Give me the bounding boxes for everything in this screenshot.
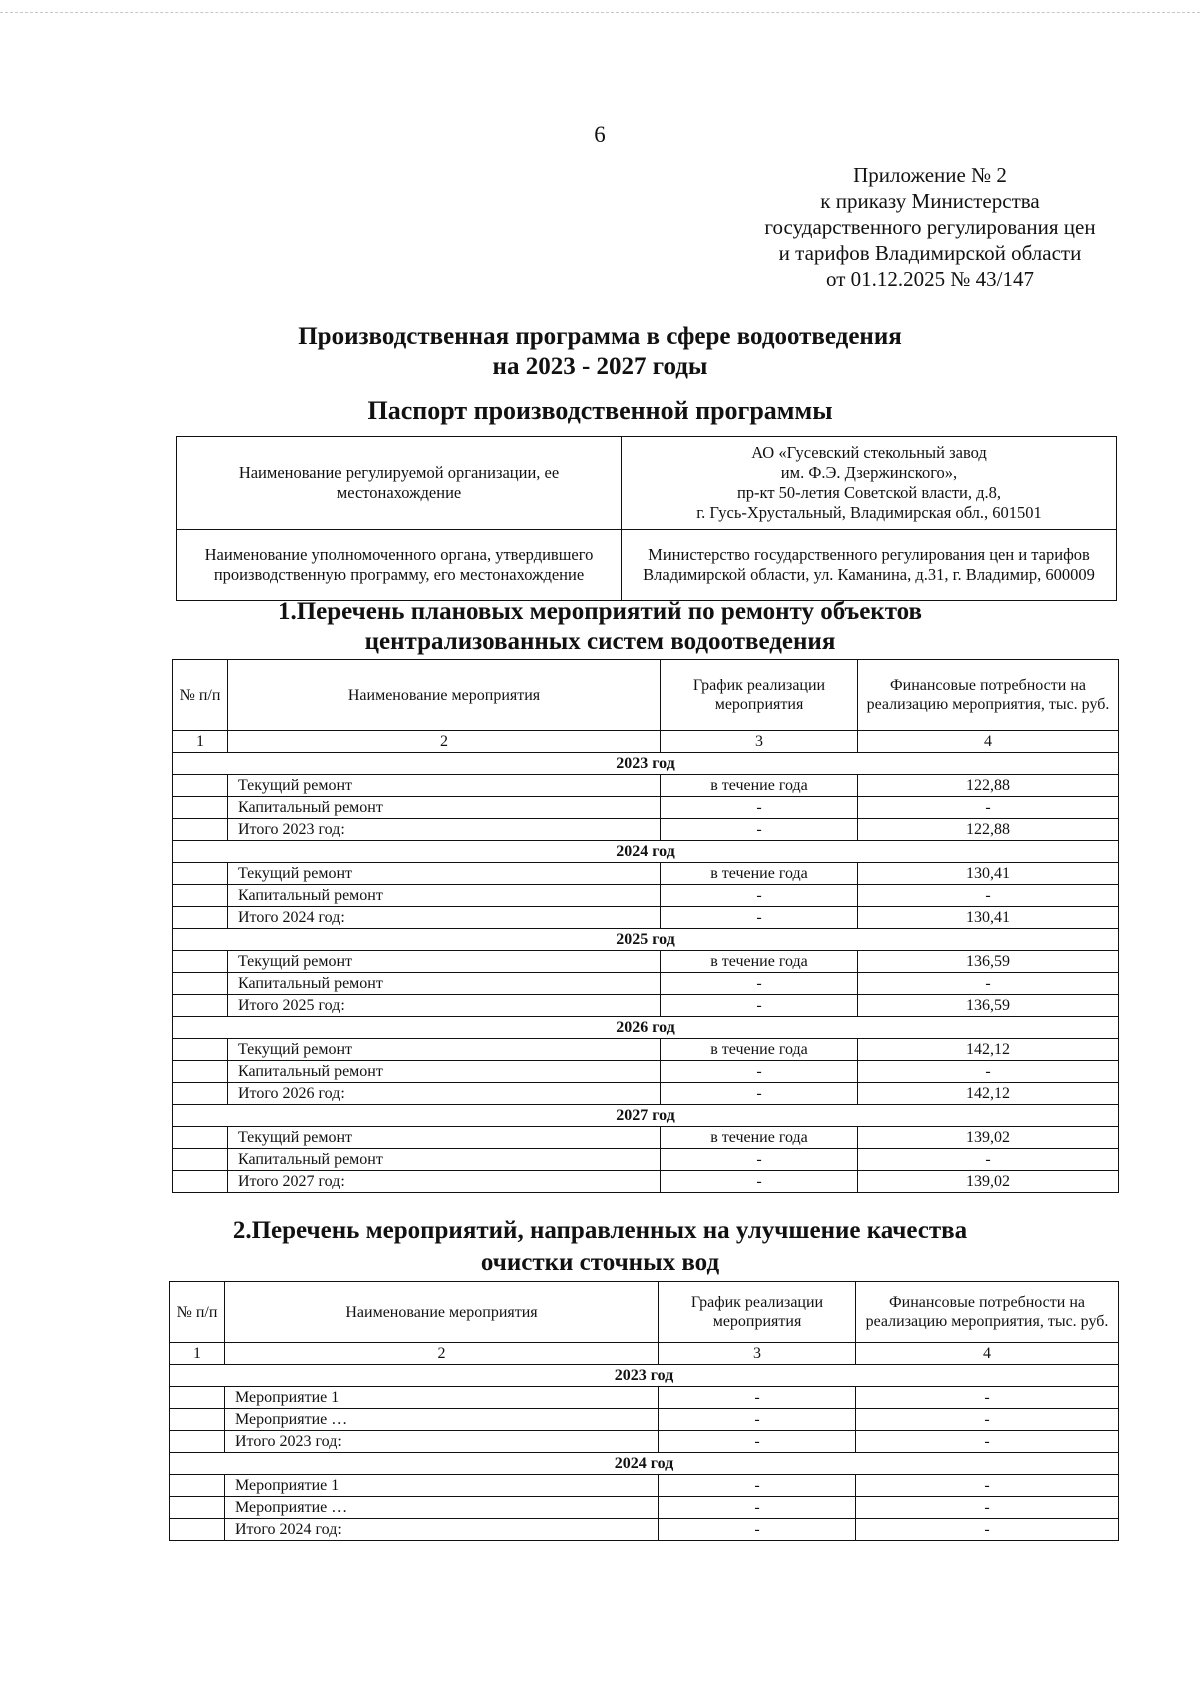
- measure-name: Итого 2024 год:: [228, 907, 661, 929]
- row-number-cell: [173, 1127, 228, 1149]
- amount-cell: -: [858, 1149, 1119, 1171]
- passport-table: [176, 436, 1117, 601]
- row-number-cell: [173, 973, 228, 995]
- table-row: [173, 995, 1119, 1017]
- amount-cell: -: [858, 973, 1119, 995]
- column-header: № п/п: [170, 1282, 225, 1343]
- amount-cell: 130,41: [858, 907, 1119, 929]
- wastewater-quality-table: [169, 1281, 1119, 1541]
- year-row: [173, 1105, 1119, 1127]
- amount-cell: -: [858, 885, 1119, 907]
- column-header: Наименование мероприятия: [225, 1282, 659, 1343]
- schedule-cell: в течение года: [661, 775, 858, 797]
- passport-row: [177, 530, 1117, 601]
- table-row: [173, 973, 1119, 995]
- amount-cell: 139,02: [858, 1171, 1119, 1193]
- schedule-cell: -: [661, 819, 858, 841]
- column-number-row: [173, 731, 1119, 753]
- amount-cell: -: [858, 1061, 1119, 1083]
- amount-cell: 122,88: [858, 819, 1119, 841]
- year-label: 2023 год: [170, 1365, 1119, 1387]
- year-label: 2025 год: [173, 929, 1119, 951]
- row-number-cell: [173, 797, 228, 819]
- schedule-cell: -: [659, 1475, 856, 1497]
- measure-name: Капитальный ремонт: [228, 797, 661, 819]
- row-number-cell: [173, 1149, 228, 1171]
- row-number-cell: [173, 1171, 228, 1193]
- measure-name: Итого 2026 год:: [228, 1083, 661, 1105]
- year-label: 2027 год: [173, 1105, 1119, 1127]
- measure-name: Итого 2023 год:: [228, 819, 661, 841]
- year-row: [173, 753, 1119, 775]
- table-row: [170, 1497, 1119, 1519]
- amount-cell: 139,02: [858, 1127, 1119, 1149]
- section2-heading-line: очистки сточных вод: [480, 1249, 720, 1276]
- amount-cell: 122,88: [858, 775, 1119, 797]
- amount-cell: 136,59: [858, 951, 1119, 973]
- measure-name: Итого 2027 год:: [228, 1171, 661, 1193]
- section1-heading-line: 1.Перечень плановых мероприятий по ремонту объектов: [277, 598, 923, 625]
- row-number-cell: [173, 885, 228, 907]
- measure-name: Мероприятие …: [225, 1497, 659, 1519]
- table-row: [173, 951, 1119, 973]
- section2-heading-line: 2.Перечень мероприятий, направленных на улучшение качества: [232, 1217, 968, 1244]
- passport-value-line: пр-кт 50-летия Советской власти, д.8,: [736, 483, 1002, 502]
- column-header: График реализации мероприятия: [661, 660, 858, 731]
- schedule-cell: -: [659, 1519, 856, 1541]
- appendix-line: к приказу Министерства: [820, 189, 1040, 213]
- row-number-cell: [173, 1061, 228, 1083]
- column-number: 3: [659, 1343, 856, 1365]
- schedule-cell: -: [661, 995, 858, 1017]
- table-row: [173, 1083, 1119, 1105]
- table-row: [173, 907, 1119, 929]
- table-row: [170, 1387, 1119, 1409]
- year-label: 2024 год: [170, 1453, 1119, 1475]
- schedule-cell: -: [659, 1387, 856, 1409]
- passport-value-line: АО «Гусевский стекольный завод: [751, 443, 987, 462]
- column-number: 4: [856, 1343, 1119, 1365]
- year-row: [173, 841, 1119, 863]
- table-row: [173, 1171, 1119, 1193]
- column-number: 2: [228, 731, 661, 753]
- year-label: 2023 год: [173, 753, 1119, 775]
- row-number-cell: [170, 1387, 225, 1409]
- column-number: 3: [661, 731, 858, 753]
- column-header: Наименование мероприятия: [228, 660, 661, 731]
- schedule-cell: в течение года: [661, 1127, 858, 1149]
- amount-cell: 142,12: [858, 1083, 1119, 1105]
- measure-name: Текущий ремонт: [228, 1039, 661, 1061]
- amount-cell: -: [856, 1519, 1119, 1541]
- row-number-cell: [173, 1083, 228, 1105]
- appendix-line: государственного регулирования цен: [764, 215, 1096, 239]
- schedule-cell: -: [659, 1497, 856, 1519]
- document-title-line: Производственная программа в сфере водоотведения: [298, 323, 902, 350]
- appendix-line: и тарифов Владимирской области: [778, 241, 1082, 265]
- amount-cell: -: [856, 1409, 1119, 1431]
- schedule-cell: -: [661, 907, 858, 929]
- schedule-cell: -: [661, 1149, 858, 1171]
- measure-name: Итого 2023 год:: [225, 1431, 659, 1453]
- schedule-cell: -: [661, 1171, 858, 1193]
- column-number: 1: [173, 731, 228, 753]
- year-row: [170, 1365, 1119, 1387]
- measure-name: Итого 2024 год:: [225, 1519, 659, 1541]
- amount-cell: 136,59: [858, 995, 1119, 1017]
- table-row: [170, 1431, 1119, 1453]
- amount-cell: -: [856, 1475, 1119, 1497]
- measure-name: Текущий ремонт: [228, 775, 661, 797]
- scan-artifact-line: [0, 12, 1200, 13]
- table-row: [173, 1061, 1119, 1083]
- measure-name: Текущий ремонт: [228, 951, 661, 973]
- measure-name: Мероприятие 1: [225, 1475, 659, 1497]
- amount-cell: -: [856, 1497, 1119, 1519]
- passport-row: [177, 437, 1117, 530]
- measure-name: Капитальный ремонт: [228, 1149, 661, 1171]
- passport-value: Министерство государственного регулирования цен и тарифов Владимирской области, ул. Каманина, д.31, г. Владимир, 600009: [622, 530, 1117, 601]
- measure-name: Капитальный ремонт: [228, 1061, 661, 1083]
- schedule-cell: -: [661, 1083, 858, 1105]
- passport-label: Наименование уполномоченного органа, утвердившего производственную программу, его местонахождение: [177, 530, 622, 601]
- row-number-cell: [173, 907, 228, 929]
- row-number-cell: [170, 1475, 225, 1497]
- schedule-cell: -: [661, 973, 858, 995]
- amount-cell: 142,12: [858, 1039, 1119, 1061]
- year-label: 2024 год: [173, 841, 1119, 863]
- row-number-cell: [173, 863, 228, 885]
- year-row: [170, 1453, 1119, 1475]
- measure-name: Текущий ремонт: [228, 1127, 661, 1149]
- column-header: Финансовые потребности на реализацию мероприятия, тыс. руб.: [858, 660, 1119, 731]
- row-number-cell: [170, 1519, 225, 1541]
- table-row: [173, 819, 1119, 841]
- column-number: 1: [170, 1343, 225, 1365]
- section1-heading: [0, 597, 1200, 657]
- schedule-cell: в течение года: [661, 1039, 858, 1061]
- table-row: [173, 775, 1119, 797]
- section1-heading-line: централизованных систем водоотведения: [364, 628, 836, 655]
- schedule-cell: -: [661, 885, 858, 907]
- schedule-cell: в течение года: [661, 863, 858, 885]
- table-row: [170, 1409, 1119, 1431]
- schedule-cell: в течение года: [661, 951, 858, 973]
- column-header: График реализации мероприятия: [659, 1282, 856, 1343]
- measure-name: Капитальный ремонт: [228, 885, 661, 907]
- document-title: [0, 322, 1200, 382]
- row-number-cell: [170, 1409, 225, 1431]
- table-row: [170, 1475, 1119, 1497]
- row-number-cell: [173, 995, 228, 1017]
- repair-measures-table-body: [173, 660, 1119, 1193]
- row-number-cell: [173, 1039, 228, 1061]
- table-row: [173, 1039, 1119, 1061]
- row-number-cell: [170, 1497, 225, 1519]
- amount-cell: -: [856, 1431, 1119, 1453]
- row-number-cell: [173, 819, 228, 841]
- year-row: [173, 929, 1119, 951]
- passport-heading: Паспорт производственной программы: [367, 396, 833, 425]
- page-number: 6: [594, 122, 606, 147]
- row-number-cell: [170, 1431, 225, 1453]
- measure-name: Итого 2025 год:: [228, 995, 661, 1017]
- table-row: [173, 797, 1119, 819]
- passport-label: Наименование регулируемой организации, ее местонахождение: [177, 437, 622, 530]
- column-number-row: [170, 1343, 1119, 1365]
- measure-name: Мероприятие …: [225, 1409, 659, 1431]
- appendix-line: от 01.12.2025 № 43/147: [825, 267, 1035, 291]
- schedule-cell: -: [661, 1061, 858, 1083]
- header-row: [173, 660, 1119, 731]
- measure-name: Текущий ремонт: [228, 863, 661, 885]
- repair-measures-table: [172, 659, 1119, 1193]
- year-row: [173, 1017, 1119, 1039]
- amount-cell: 130,41: [858, 863, 1119, 885]
- document-title-line: на 2023 - 2027 годы: [492, 353, 708, 380]
- table-row: [173, 885, 1119, 907]
- measure-name: Мероприятие 1: [225, 1387, 659, 1409]
- row-number-cell: [173, 775, 228, 797]
- table-row: [170, 1519, 1119, 1541]
- header-row: [170, 1282, 1119, 1343]
- amount-cell: -: [856, 1387, 1119, 1409]
- passport-value-line: г. Гусь-Хрустальный, Владимирская обл., 601501: [696, 503, 1042, 522]
- column-number: 2: [225, 1343, 659, 1365]
- year-label: 2026 год: [173, 1017, 1119, 1039]
- column-header: Финансовые потребности на реализацию мероприятия, тыс. руб.: [856, 1282, 1119, 1343]
- table-row: [173, 1149, 1119, 1171]
- passport-value: [622, 437, 1117, 530]
- row-number-cell: [173, 951, 228, 973]
- amount-cell: -: [858, 797, 1119, 819]
- appendix-note: [740, 162, 1120, 292]
- section2-heading: [0, 1215, 1200, 1279]
- appendix-line: Приложение № 2: [853, 163, 1007, 187]
- table-row: [173, 1127, 1119, 1149]
- column-header: № п/п: [173, 660, 228, 731]
- column-number: 4: [858, 731, 1119, 753]
- schedule-cell: -: [659, 1409, 856, 1431]
- passport-value-line: им. Ф.Э. Дзержинского»,: [780, 463, 958, 482]
- schedule-cell: -: [661, 797, 858, 819]
- wastewater-quality-table-body: [170, 1282, 1119, 1541]
- table-row: [173, 863, 1119, 885]
- measure-name: Капитальный ремонт: [228, 973, 661, 995]
- schedule-cell: -: [659, 1431, 856, 1453]
